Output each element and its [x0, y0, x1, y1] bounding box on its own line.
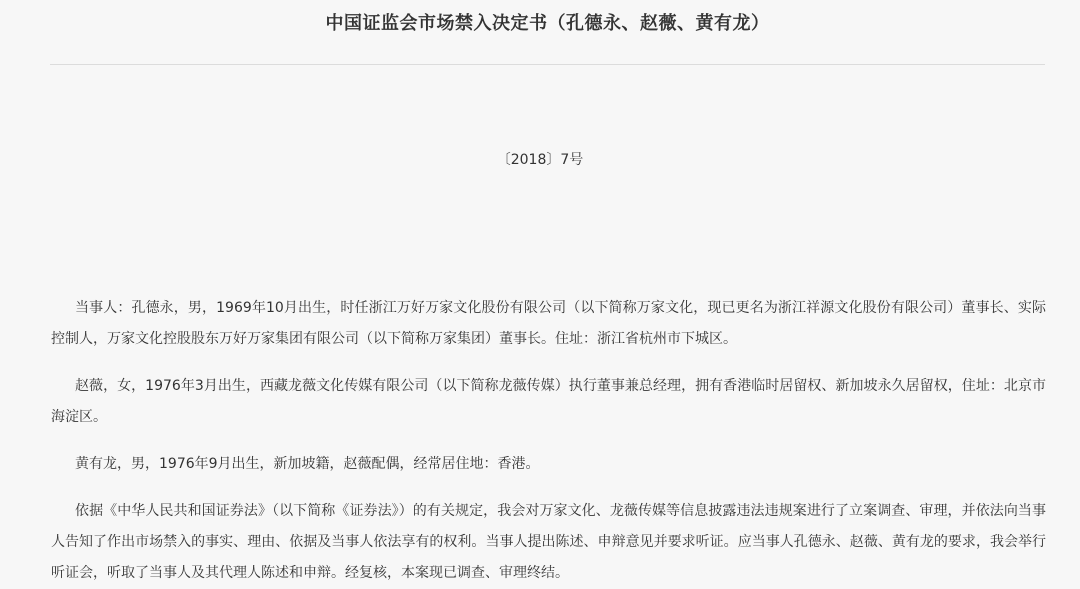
paragraph-party-kong: 当事人：孔德永，男，1969年10月出生，时任浙江万好万家文化股份有限公司（以下简称万家文化，现已更名为浙江祥源文化股份有限公司）董事长、实际控制人，万家文化控股股东万好万家集团有限公司（以下简称万家集团）董事长。住址：浙江省杭州市下城区。: [51, 300, 1046, 347]
title-divider: [50, 64, 1045, 65]
page-title: 中国证监会市场禁入决定书（孔德永、赵薇、黄有龙）: [325, 13, 770, 34]
document-number: 〔2018〕7号: [496, 152, 584, 168]
paragraph-basis: 依据《中华人民共和国证券法》（以下简称《证券法》）的有关规定，我会对万家文化、龙薇传媒等信息披露违法违规案进行了立案调查、审理，并依法向当事人告知了作出市场禁入的事实、理由、依据及当事人依法享有的权利。当事人提出陈述、申辩意见并要求听证。应当事人孔德永、赵薇、黄有龙的要求，我会举行听证会，听取了当事人及其代理人陈述和申辩。经复核，本案现已调查、审理终结。: [51, 503, 1046, 581]
paragraph-party-huang: 黄有龙，男，1976年9月出生，新加坡籍，赵薇配偶，经常居住地：香港。: [75, 456, 540, 472]
paragraph-party-zhao: 赵薇，女，1976年3月出生，西藏龙薇文化传媒有限公司（以下简称龙薇传媒）执行董事兼总经理，拥有香港临时居留权、新加坡永久居留权，住址：北京市海淀区。: [51, 378, 1046, 425]
